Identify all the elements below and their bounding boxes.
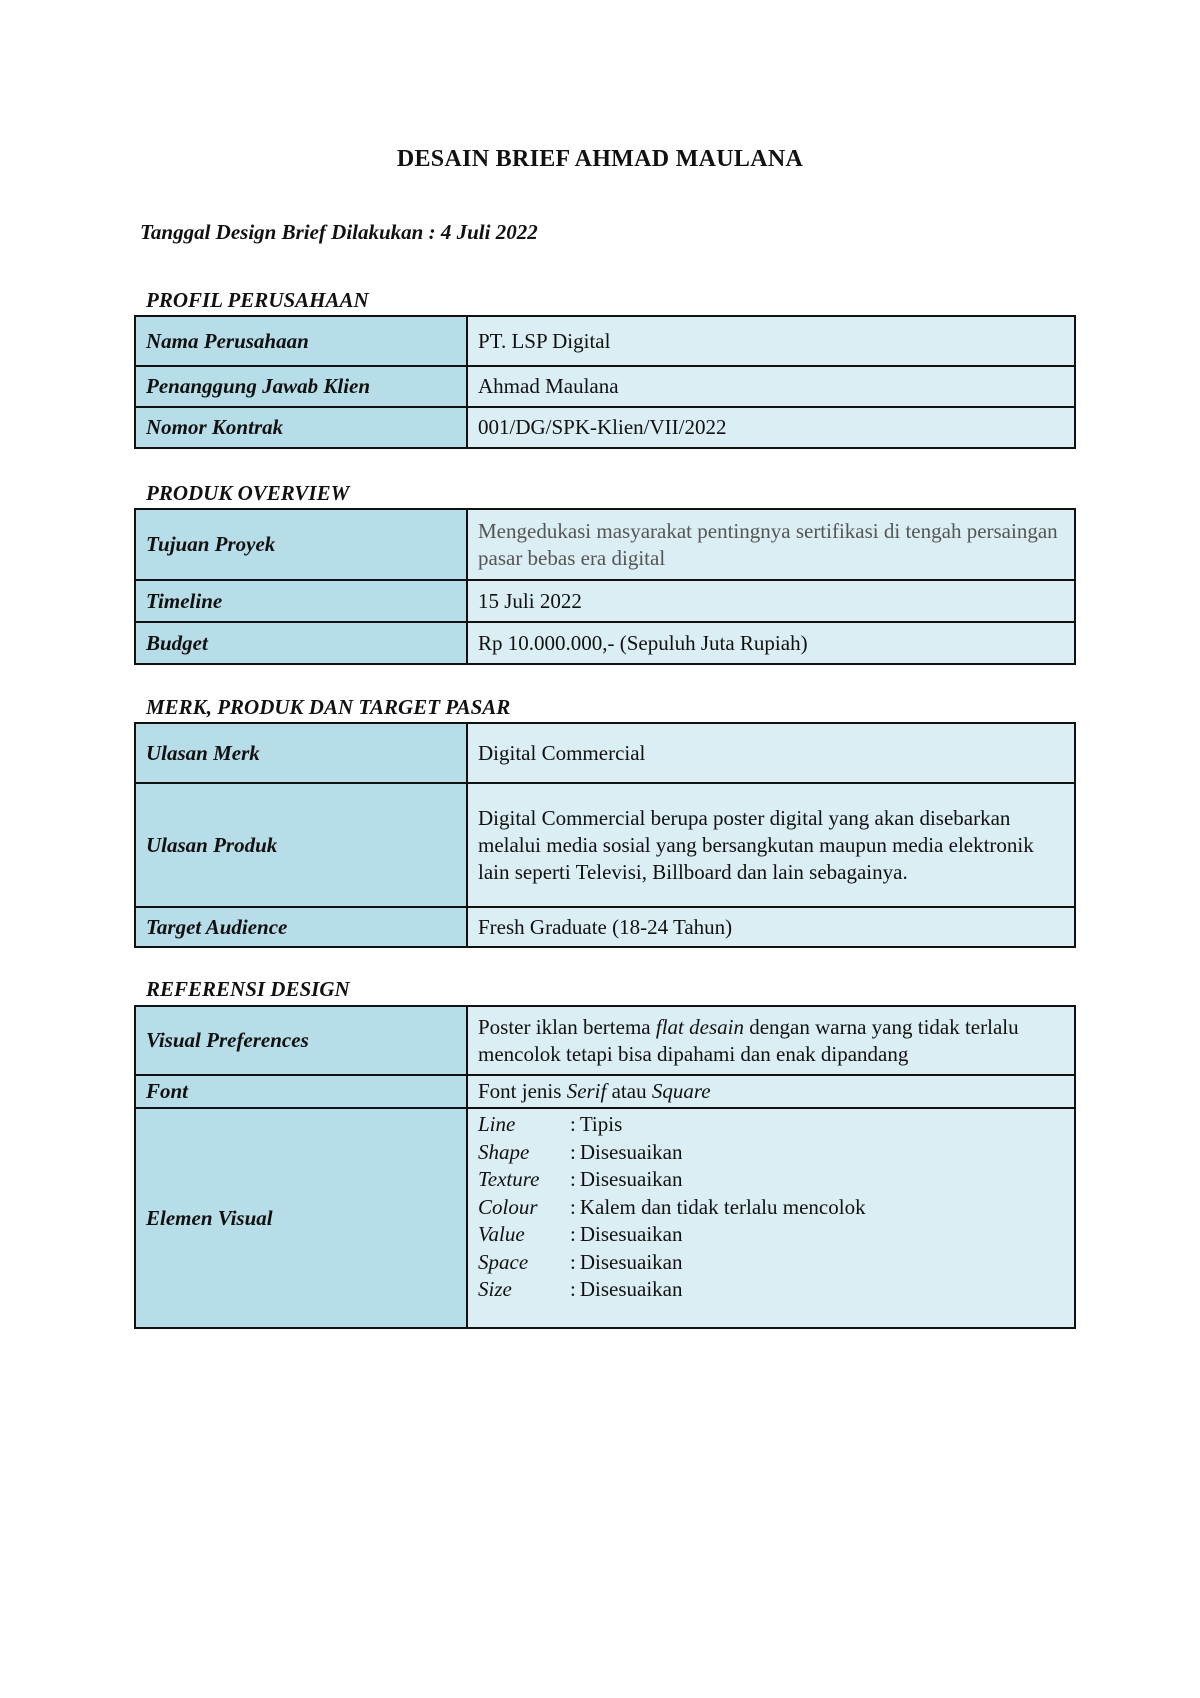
- row-key: Elemen Visual: [135, 1108, 467, 1328]
- row-key: Visual Preferences: [135, 1006, 467, 1075]
- table-row: [135, 316, 1075, 366]
- elemen-label: Value: [478, 1222, 525, 1246]
- table-row: [135, 622, 1075, 664]
- elemen-label: Size: [478, 1277, 512, 1301]
- referensi-table: [134, 1005, 1076, 1329]
- elemen-value: Disesuaikan: [579, 1167, 683, 1191]
- document-title: DESAIN BRIEF AHMAD MAULANA: [396, 146, 804, 172]
- elemen-value: Disesuaikan: [579, 1249, 683, 1274]
- row-value: Mengedukasi masyarakat pentingnya sertifikasi di tengah persaingan pasar bebas era digital: [467, 509, 1075, 580]
- elemen-separator: :: [570, 1249, 576, 1274]
- row-value: 001/DG/SPK-Klien/VII/2022: [467, 407, 1075, 448]
- elemen-separator: :: [570, 1139, 576, 1164]
- row-value: Fresh Graduate (18-24 Tahun): [467, 907, 1075, 947]
- row-key: Target Audience: [135, 907, 467, 947]
- elemen-label: Colour: [478, 1194, 538, 1219]
- elemen-label: Space: [478, 1249, 529, 1274]
- elemen-value: Disesuaikan: [579, 1222, 683, 1246]
- elemen-item: [478, 1139, 1064, 1167]
- elemen-separator: :: [570, 1194, 576, 1219]
- elemen-label: Line: [478, 1112, 516, 1136]
- profil-table: [134, 315, 1076, 449]
- elemen-value: Disesuaikan: [579, 1277, 683, 1301]
- table-row: [135, 1108, 1075, 1328]
- row-key: Nama Perusahaan: [135, 316, 467, 366]
- produk-table: [134, 508, 1076, 665]
- table-row: [135, 723, 1075, 783]
- row-value: Ahmad Maulana: [467, 366, 1075, 407]
- row-key: Ulasan Produk: [135, 783, 467, 907]
- section-heading-profil: PROFIL PERUSAHAAN: [146, 288, 369, 312]
- row-key: Font: [135, 1075, 467, 1108]
- brief-date: Tanggal Design Brief Dilakukan : 4 Juli 2022: [140, 220, 538, 244]
- elemen-item: [478, 1111, 1064, 1139]
- elemen-item: [478, 1276, 1064, 1304]
- row-key: Penanggung Jawab Klien: [135, 366, 467, 407]
- elemen-item: [478, 1194, 1064, 1222]
- row-value: [467, 1075, 1075, 1108]
- row-value: [467, 1006, 1075, 1075]
- table-row: [135, 580, 1075, 622]
- visual-text-before: Poster iklan bertema: [478, 1014, 656, 1039]
- elemen-item: [478, 1221, 1064, 1249]
- table-row: [135, 407, 1075, 448]
- row-value: Digital Commercial berupa poster digital yang akan disebarkan melalui media sosial yang bersangkutan maupun media elektronik lain seperti Televisi, Billboard dan lain sebagainya.: [467, 783, 1075, 907]
- elemen-separator: :: [570, 1277, 576, 1301]
- row-key: Ulasan Merk: [135, 723, 467, 783]
- row-key: Nomor Kontrak: [135, 407, 467, 448]
- font-square: Square: [651, 1079, 711, 1103]
- row-value: [467, 1108, 1075, 1328]
- table-row: [135, 907, 1075, 947]
- elemen-label: Shape: [478, 1139, 530, 1164]
- elemen-separator: :: [570, 1222, 576, 1246]
- row-value: PT. LSP Digital: [467, 316, 1075, 366]
- row-key: Budget: [135, 622, 467, 664]
- elemen-item: [478, 1249, 1064, 1277]
- font-serif: Serif: [566, 1079, 607, 1103]
- visual-text-italic: flat desain: [655, 1014, 744, 1039]
- row-value: 15 Juli 2022: [467, 580, 1075, 622]
- section-heading-produk: PRODUK OVERVIEW: [146, 481, 350, 505]
- elemen-value: Kalem dan tidak terlalu mencolok: [579, 1194, 866, 1219]
- table-row: [135, 1075, 1075, 1108]
- elemen-label: Texture: [478, 1167, 540, 1191]
- section-heading-merk: MERK, PRODUK DAN TARGET PASAR: [146, 695, 511, 719]
- table-row: [135, 783, 1075, 907]
- merk-table: [134, 722, 1076, 948]
- elemen-value: Disesuaikan: [579, 1139, 683, 1164]
- row-value: Digital Commercial: [467, 723, 1075, 783]
- table-row: [135, 1006, 1075, 1075]
- row-value: Rp 10.000.000,- (Sepuluh Juta Rupiah): [467, 622, 1075, 664]
- row-key: Timeline: [135, 580, 467, 622]
- font-mid: atau: [606, 1079, 652, 1103]
- elemen-item: [478, 1166, 1064, 1194]
- elemen-value: Tipis: [579, 1112, 623, 1136]
- elemen-separator: :: [570, 1112, 576, 1136]
- elemen-separator: :: [570, 1167, 576, 1191]
- visual-text-after: dengan warna yang tidak terlalu mencolok tetapi bisa dipahami dan enak dipandang: [478, 1014, 1019, 1066]
- font-prefix: Font jenis: [478, 1079, 567, 1103]
- table-row: [135, 366, 1075, 407]
- table-row: [135, 509, 1075, 580]
- section-heading-referensi: REFERENSI DESIGN: [146, 977, 350, 1001]
- row-key: Tujuan Proyek: [135, 509, 467, 580]
